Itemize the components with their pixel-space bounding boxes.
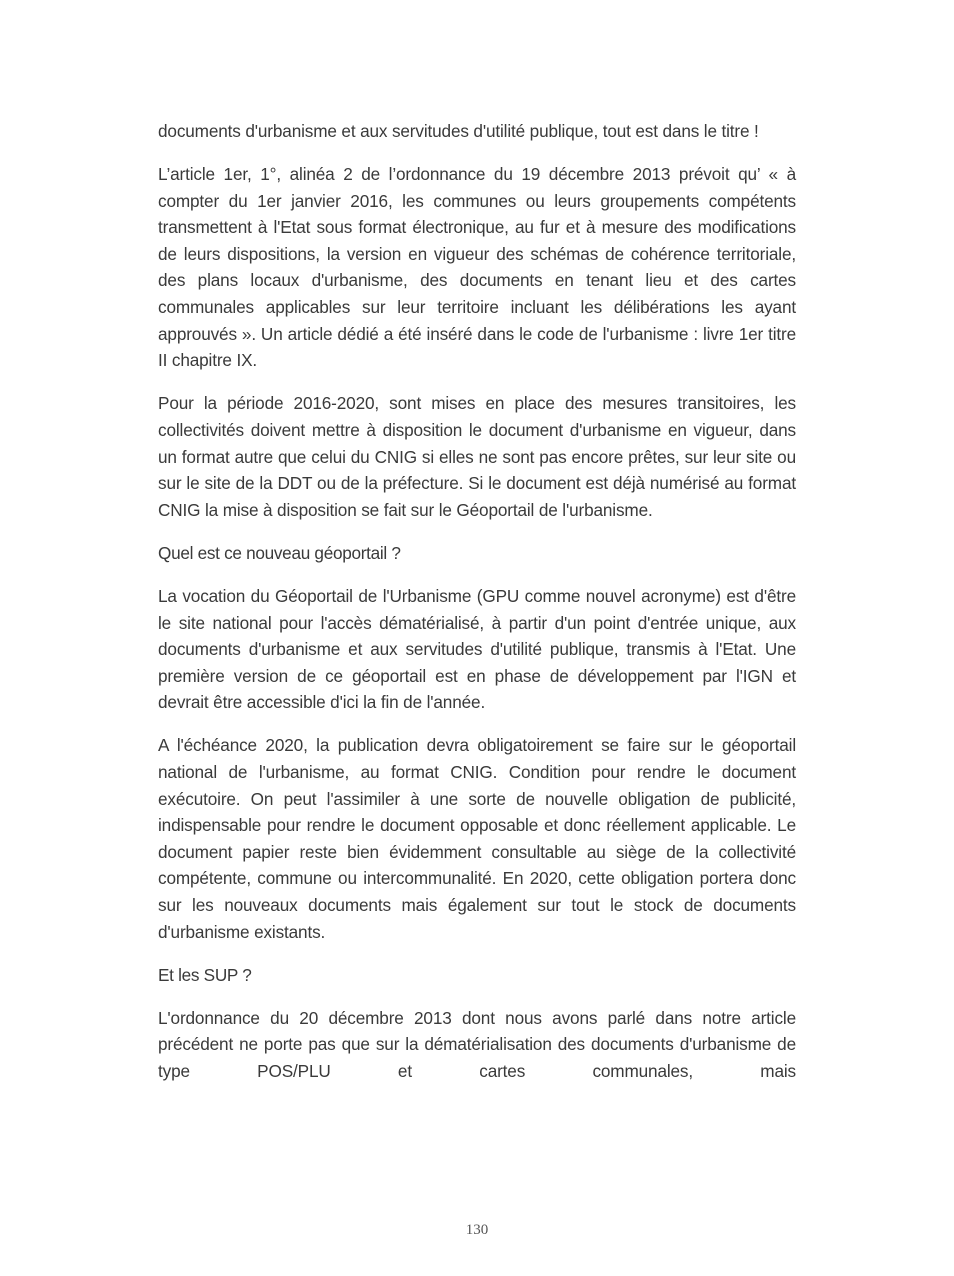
paragraph-echeance-2020: A l'échéance 2020, la publication devra obligatoirement se faire sur le géoportail national de l'urbanisme, au format CNIG. Condition pour rendre le document exécutoire. On peut l'assimiler à une sorte de nouvelle obligation de publicité, indispensable pour rendre le document opposable et donc réellement applicable. Le document papier reste bien évidemment consultable au siège de la collectivité compétente, commune ou intercommunalité. En 2020, cette obligation portera donc sur les nouveaux documents mais également sur tout le stock de documents d'urbanisme existants. bbox=[158, 735, 796, 942]
section-heading-sup: Et les SUP ? bbox=[158, 964, 252, 985]
paragraph-ordonnance-article: L’article 1er, 1°, alinéa 2 de l’ordonnance du 19 décembre 2013 prévoit qu’ « à compter du 1er janvier 2016, les communes ou leurs groupements compétents transmettent à l'Etat sous format électronique, au fur et à mesure des modifications de leurs dispositions, la version en vigueur des schémas de cohérence territoriale, des plans locaux d'urbanisme, des documents en tenant lieu et des cartes communales applicables sur leur territoire incluant les délibérations les ayant approuvés ». Un article dédié a été inséré dans le code de l'urbanisme : livre 1er titre II chapitre IX. bbox=[158, 164, 796, 371]
paragraph-gpu-vocation: La vocation du Géoportail de l'Urbanisme (GPU comme nouvel acronyme) est d'être le site national pour l'accès dématérialisé, à partir d'un point d'entrée unique, aux documents d'urbanisme et aux servitudes d'utilité publique, transmis à l'Etat. Une première version de ce géoportail est en phase de développement par l'IGN et devrait être accessible d'ici la fin de l'année. bbox=[158, 585, 796, 713]
paragraph-title-conclusion: documents d'urbanisme et aux servitudes d'utilité publique, tout est dans le titre ! bbox=[158, 121, 759, 141]
section-heading-geoportail: Quel est ce nouveau géoportail ? bbox=[158, 542, 401, 563]
document-page-body bbox=[158, 118, 796, 1101]
paragraph-ordonnance-sup: L'ordonnance du 20 décembre 2013 dont nous avons parlé dans notre article précédent ne porte pas que sur la dématérialisation des documents d'urbanisme de type POS/PLU et cartes communales, mais bbox=[158, 1007, 796, 1081]
paragraph-transitional-measures: Pour la période 2016-2020, sont mises en place des mesures transitoires, les collectivités doivent mettre à disposition le document d'urbanisme en vigueur, dans un format autre que celui du CNIG si elles ne sont pas encore prêtes, sur leur site ou sur le site de la DDT ou de la préfecture. Si le document est déjà numérisé au format CNIG la mise à disposition se fait sur le Géoportail de l'urbanisme. bbox=[158, 393, 796, 520]
page-number: 130 bbox=[465, 1222, 489, 1238]
